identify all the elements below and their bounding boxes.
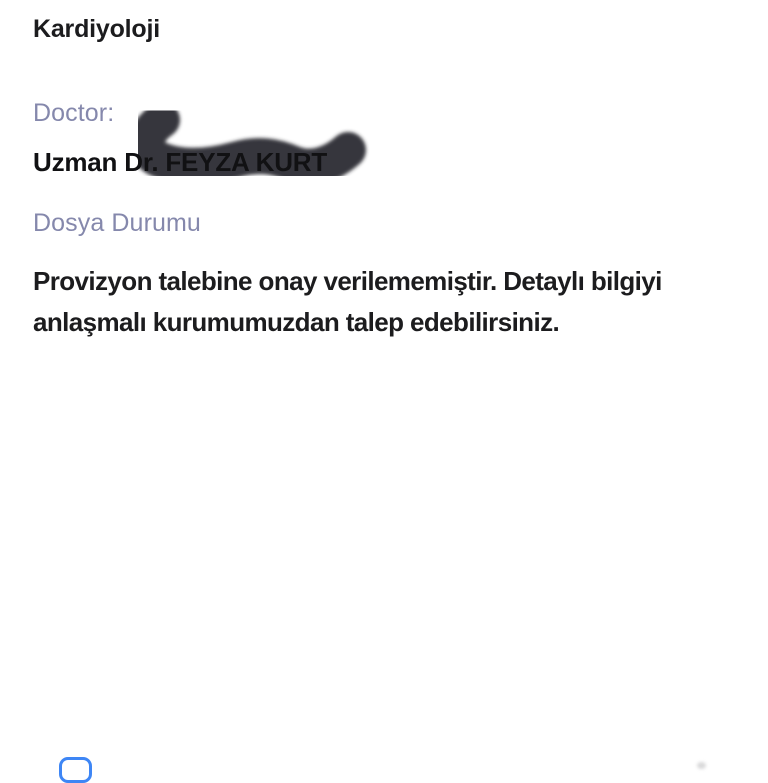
department-title: Kardiyoloji (33, 15, 160, 43)
file-status-field-label: Dosya Durumu (33, 209, 201, 237)
doctor-field-label: Doctor: (33, 99, 115, 127)
file-status-message: Provizyon talebine onay verilememiştir. Detaylı bilgiyi anlaşmalı kurumumuzdan talep edebilirsiniz. (33, 266, 662, 337)
doctor-name-text: Uzman Dr. FEYZA KURT (33, 147, 328, 177)
blue-rounded-square-icon[interactable] (59, 757, 92, 783)
